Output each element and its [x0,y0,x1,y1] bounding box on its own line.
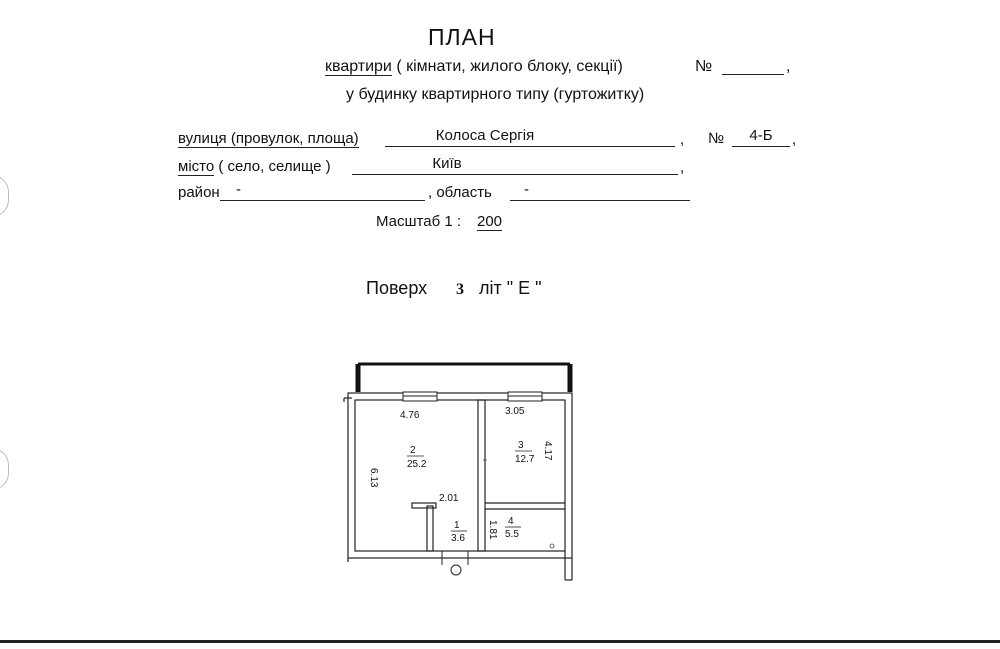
dim-small: 1.81 [487,520,498,540]
street-value: Колоса Сергія [435,127,535,144]
dim-top-left: 4.76 [400,410,420,421]
room-area: 5.5 [505,529,519,540]
house-comma: , [792,131,797,148]
entrance [442,551,468,575]
city-label-rest: ( село, селище ) [214,158,331,175]
room-3 [515,440,535,465]
room-number: 2 [410,445,416,456]
scale-value: 200 [477,213,503,230]
apartment-type-label: квартири [325,58,392,75]
room-area: 3.6 [451,533,465,544]
room-area: 25.2 [407,459,427,470]
apartment-type-rest: ( кімнати, жилого блоку, секції) [391,58,623,75]
room-1 [451,520,467,544]
balcony [358,364,570,392]
city-value: Київ [432,155,462,172]
dim-left: 6.13 [368,468,379,488]
scale-label: Масштаб 1 : [376,213,462,230]
district-label: район [178,184,220,201]
building-type-line: у будинку квартирного типу (гуртожитку) [346,86,645,103]
floor-label: Поверх [366,278,428,298]
plan-mark [550,544,554,548]
room-area: 12.7 [515,454,535,465]
dim-corridor: 2.01 [439,493,459,504]
district-value: - [236,181,241,198]
floor-number: 3 [456,281,464,298]
region-label: , область [428,184,492,201]
dim-top-right: 3.05 [505,406,525,417]
apartment-number-comma: , [786,58,791,75]
region-value: - [524,181,529,198]
house-label: № [708,130,725,147]
room-number: 4 [508,516,514,527]
street-label: вулиця (провулок, площа) [178,130,359,147]
room-4 [505,516,521,540]
house-value: 4-Б [749,127,773,144]
room-number: 3 [518,440,524,451]
city-comma: , [680,159,685,176]
apartment-number-label: № [695,58,713,75]
room-number: 1 [454,520,460,531]
room-2 [407,445,427,470]
bottom-edge-line [0,640,1000,643]
city-label: місто [178,158,215,175]
page-title: ПЛАН [428,24,496,50]
lit-label: літ " Е " [479,278,542,298]
street-comma: , [680,131,685,148]
dim-right: 4.17 [542,441,553,461]
